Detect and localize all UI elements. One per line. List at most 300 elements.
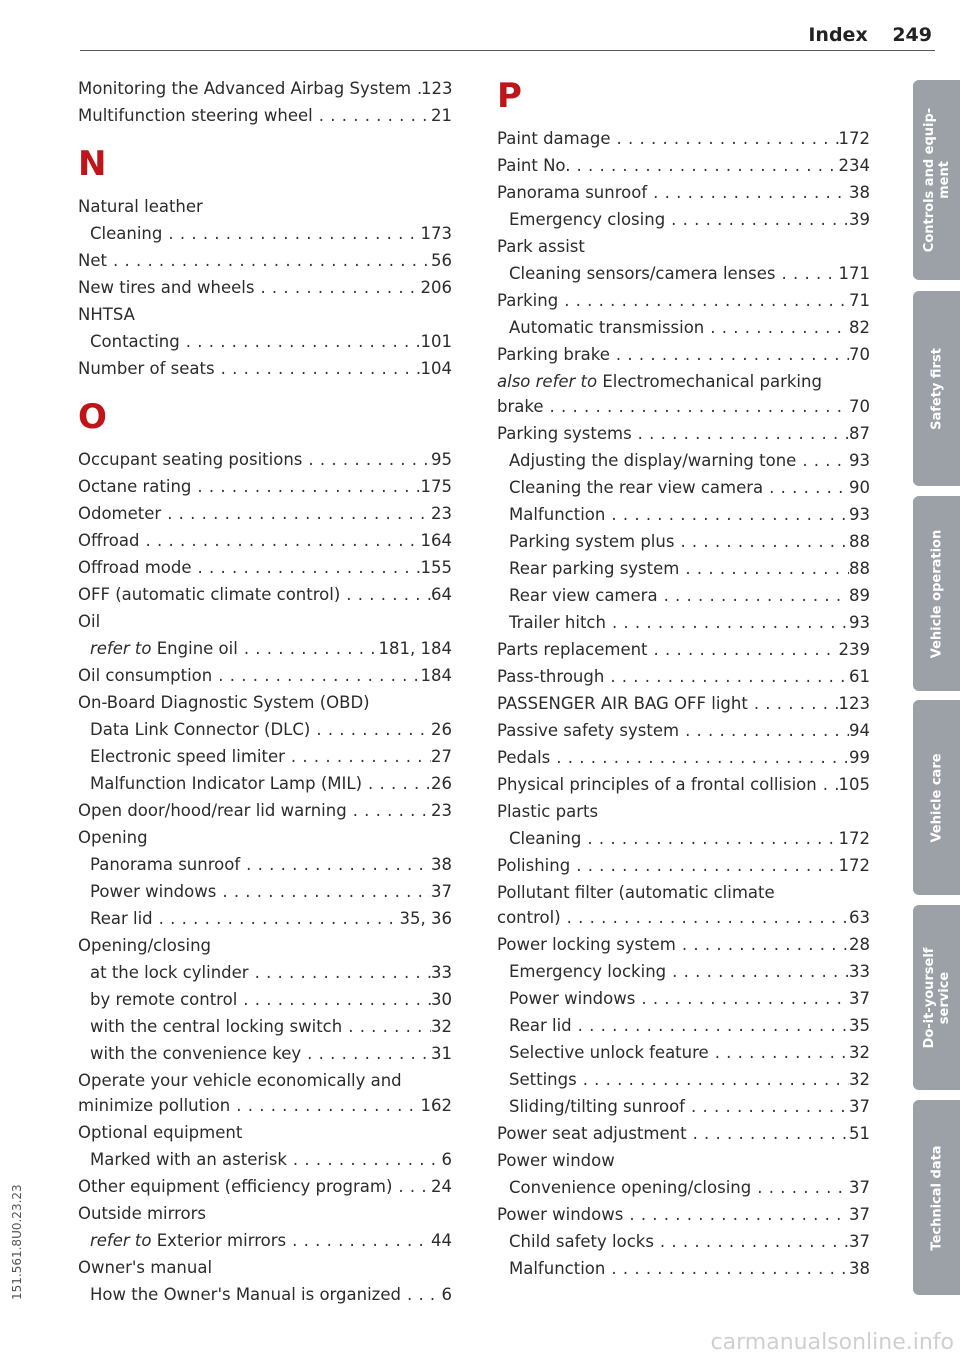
entry-text: Other equipment (efficiency program) [78, 1177, 393, 1196]
sidebar-tab-label: Safety first [929, 347, 944, 430]
entry-label [509, 826, 581, 851]
sidebar-tab-technical[interactable] [913, 1100, 960, 1295]
entry-page-number[interactable]: 171 [838, 264, 870, 283]
index-subentry[interactable] [78, 906, 452, 931]
entry-label [78, 447, 302, 472]
entry-text: Odometer [78, 504, 162, 523]
index-entry[interactable] [497, 1202, 870, 1227]
index-subentry[interactable] [497, 529, 870, 554]
index-entry[interactable] [78, 690, 452, 715]
dot-leader [392, 1174, 431, 1199]
entry-label [78, 302, 135, 327]
index-entry[interactable] [78, 447, 452, 472]
entry-page-number[interactable]: 162 [420, 1096, 452, 1115]
index-subentry[interactable] [497, 502, 870, 527]
header-rule [80, 50, 935, 51]
entry-page-number[interactable]: 181, 184 [378, 639, 452, 658]
dot-leader [342, 1014, 431, 1039]
entry-page-number[interactable]: 93 [849, 505, 870, 524]
entry-label [497, 153, 570, 178]
index-subentry[interactable] [78, 1282, 452, 1307]
index-subentry[interactable] [78, 1147, 452, 1172]
entry-page-number[interactable]: 33 [431, 963, 452, 982]
sidebar-tab-operation[interactable] [913, 496, 960, 691]
entry-page-number[interactable]: 104 [420, 359, 452, 378]
dot-leader [161, 501, 431, 526]
entry-page-number[interactable]: 30 [431, 990, 452, 1009]
entry-text: Sliding/tilting sunroof [509, 1097, 685, 1116]
dot-leader [606, 610, 849, 635]
entry-text: Rear view camera [509, 586, 658, 605]
dot-leader [665, 207, 849, 232]
entry-label [497, 853, 570, 878]
index-entry[interactable] [497, 1121, 870, 1146]
entry-page-number[interactable]: 61 [849, 667, 870, 686]
dot-leader [572, 1013, 849, 1038]
entry-page-number[interactable]: 123 [421, 79, 453, 98]
dot-leader [230, 1093, 420, 1118]
entry-page-number[interactable]: 35 [849, 1016, 870, 1035]
entry-text: Electromechanical parking [602, 372, 822, 391]
entry-page-number[interactable]: 32 [431, 1017, 452, 1036]
index-entry[interactable] [78, 501, 452, 526]
entry-page-number[interactable]: 88 [849, 532, 870, 551]
index-subentry[interactable] [78, 1041, 452, 1066]
entry-label [90, 987, 237, 1012]
entry-label [509, 986, 635, 1011]
entry-text: Convenience opening/closing [509, 1178, 752, 1197]
index-entry[interactable] [78, 663, 452, 688]
section-title: Index [808, 24, 868, 46]
entry-label [78, 103, 313, 128]
entry-text: On-Board Diagnostic System (OBD) [78, 693, 370, 712]
dot-leader [581, 826, 838, 851]
entry-label [90, 960, 249, 985]
index-subentry[interactable] [78, 1228, 452, 1253]
index-letter-heading: N [78, 144, 107, 184]
index-entry[interactable] [78, 825, 452, 850]
dot-leader [558, 288, 849, 313]
dot-leader [610, 126, 838, 151]
index-entry[interactable] [78, 528, 452, 553]
dot-leader [240, 852, 431, 877]
index-entry[interactable] [497, 718, 870, 743]
sidebar-tab-label: Vehicle operation [929, 529, 944, 658]
index-column-right [497, 76, 870, 1283]
entry-page-number[interactable]: 37 [849, 1097, 870, 1116]
entry-label [78, 501, 161, 526]
entry-label [78, 582, 340, 607]
index-subentry[interactable] [497, 207, 870, 232]
entry-text: Rear parking system [509, 559, 680, 578]
entry-page-number[interactable]: 44 [431, 1231, 452, 1250]
entry-text: brake [497, 397, 544, 416]
entry-page-number[interactable]: 87 [849, 424, 870, 443]
entry-page-number[interactable]: 32 [849, 1070, 870, 1089]
index-subentry[interactable] [497, 1175, 870, 1200]
dot-leader [676, 932, 849, 957]
cross-reference-prefix: refer to [90, 1231, 152, 1250]
entry-text: Offroad mode [78, 558, 192, 577]
entry-label [90, 1228, 286, 1253]
entry-label [509, 1229, 654, 1254]
entry-text: Power windows [90, 882, 217, 901]
dot-leader [709, 1040, 849, 1065]
entry-page-number[interactable]: 234 [838, 156, 870, 175]
index-entry[interactable] [78, 1174, 452, 1199]
entry-page-number[interactable]: 56 [431, 251, 452, 270]
index-entry[interactable] [497, 421, 870, 446]
index-entry[interactable] [497, 905, 870, 930]
entry-text: with the central locking switch [90, 1017, 343, 1036]
index-subentry[interactable] [78, 960, 452, 985]
index-entry[interactable] [497, 637, 870, 662]
index-subentry[interactable] [78, 636, 452, 661]
index-entry[interactable] [497, 180, 870, 205]
index-subentry[interactable] [78, 221, 452, 246]
index-entry[interactable] [78, 1255, 452, 1280]
entry-label [497, 1202, 623, 1227]
entry-text: Monitoring the Advanced Airbag System [78, 79, 412, 98]
index-subentry[interactable] [78, 879, 452, 904]
index-entry[interactable] [78, 194, 452, 219]
index-subentry[interactable] [78, 852, 452, 877]
index-entry[interactable] [78, 1201, 452, 1226]
entry-page-number[interactable]: 99 [849, 748, 870, 767]
index-subentry[interactable] [497, 959, 870, 984]
entry-label [497, 691, 748, 716]
index-entry[interactable] [497, 153, 870, 178]
entry-text: Emergency closing [509, 210, 666, 229]
entry-label [497, 772, 817, 797]
index-entry[interactable] [497, 1148, 870, 1173]
dot-leader [658, 583, 849, 608]
dot-leader [704, 315, 849, 340]
entry-page-number[interactable]: 37 [849, 1205, 870, 1224]
entry-text: Parking brake [497, 345, 610, 364]
entry-text: at the lock cylinder [90, 963, 249, 982]
entry-label [90, 1014, 342, 1039]
entry-page-number[interactable]: 38 [849, 1259, 870, 1278]
entry-text: Settings [509, 1070, 577, 1089]
index-entry[interactable] [78, 1093, 452, 1118]
entry-text: Contacting [90, 332, 180, 351]
entry-page-number[interactable]: 21 [431, 106, 452, 125]
index-entry[interactable] [78, 582, 452, 607]
entry-label [90, 879, 216, 904]
entry-label [509, 448, 796, 473]
dot-leader [401, 1282, 442, 1307]
entry-text: How the Owner's Manual is organized [90, 1285, 401, 1304]
entry-text: Selective unlock feature [509, 1043, 709, 1062]
index-entry[interactable] [497, 799, 870, 824]
entry-label [90, 852, 240, 877]
entry-text: Cleaning the rear view camera [509, 478, 764, 497]
page-number: 249 [892, 24, 932, 46]
entry-page-number[interactable]: 27 [431, 747, 452, 766]
entry-label [509, 1013, 572, 1038]
entry-text: Trailer hitch [509, 613, 606, 632]
entry-text: Physical principles of a frontal collision [497, 775, 817, 794]
entry-page-number[interactable]: 23 [431, 504, 452, 523]
index-subentry[interactable] [497, 315, 870, 340]
entry-page-number[interactable]: 184 [420, 666, 452, 685]
index-entry[interactable] [78, 933, 452, 958]
entry-page-number[interactable]: 175 [420, 477, 452, 496]
index-subentry[interactable] [497, 1256, 870, 1281]
sidebar-tab-diy[interactable] [913, 905, 960, 1090]
entry-page-number[interactable]: 35, 36 [399, 909, 452, 928]
entry-page-number[interactable]: 33 [849, 962, 870, 981]
entry-text: Natural leather [78, 197, 203, 216]
entry-page-number[interactable]: 63 [849, 908, 870, 927]
entry-text: Octane rating [78, 477, 192, 496]
entry-page-number[interactable]: 6 [441, 1150, 452, 1169]
dot-leader [763, 475, 849, 500]
entry-page-number[interactable]: 24 [431, 1177, 452, 1196]
index-entry[interactable] [497, 932, 870, 957]
index-entry[interactable] [497, 772, 870, 797]
entry-page-number[interactable]: 206 [420, 278, 452, 297]
entry-page-number[interactable]: 155 [420, 558, 452, 577]
entry-label [78, 1120, 242, 1145]
index-subentry[interactable] [78, 1014, 452, 1039]
index-entry[interactable] [497, 394, 870, 419]
dot-leader [604, 664, 849, 689]
entry-text: NHTSA [78, 305, 135, 324]
entry-page-number[interactable]: 239 [838, 640, 870, 659]
index-entry[interactable] [78, 798, 452, 823]
index-subentry[interactable] [497, 1229, 870, 1254]
entry-text: Outside mirrors [78, 1204, 207, 1223]
entry-page-number[interactable]: 88 [849, 559, 870, 578]
entry-text: Occupant seating positions [78, 450, 303, 469]
index-entry[interactable] [497, 691, 870, 716]
dot-leader [632, 421, 849, 446]
index-subentry[interactable] [497, 1094, 870, 1119]
index-entry[interactable] [497, 288, 870, 313]
index-subentry[interactable] [497, 1067, 870, 1092]
entry-page-number[interactable]: 89 [849, 586, 870, 605]
dot-leader [570, 853, 838, 878]
entry-page-number[interactable]: 70 [849, 345, 870, 364]
entry-text: Emergency locking [509, 962, 667, 981]
dot-leader [285, 744, 431, 769]
index-entry[interactable] [497, 853, 870, 878]
entry-text: OFF (automatic climate control) [78, 585, 341, 604]
entry-text: Automatic transmission [509, 318, 705, 337]
dot-leader [751, 1175, 849, 1200]
entry-text: Panorama sunroof [90, 855, 241, 874]
entry-page-number[interactable]: 93 [849, 613, 870, 632]
entry-label [509, 261, 776, 286]
index-entry[interactable] [78, 474, 452, 499]
index-entry[interactable] [78, 1068, 452, 1093]
entry-text: Panorama sunroof [497, 183, 648, 202]
entry-text: Passive safety system [497, 721, 680, 740]
entry-label [497, 1148, 615, 1173]
dot-leader [162, 221, 420, 246]
entry-page-number[interactable]: 37 [431, 882, 452, 901]
index-subentry[interactable] [497, 1040, 870, 1065]
entry-text: Park assist [497, 237, 585, 256]
sidebar-tab-controls[interactable] [913, 80, 960, 280]
entry-page-number[interactable]: 90 [849, 478, 870, 497]
entry-page-number[interactable]: 172 [838, 829, 870, 848]
sidebar-tab-safety[interactable] [913, 291, 960, 486]
sidebar-tab-label: Do-it-yourself service [921, 947, 952, 1048]
entry-text: Opening/closing [78, 936, 212, 955]
index-entry[interactable] [497, 745, 870, 770]
index-entry[interactable] [497, 234, 870, 259]
index-entry[interactable] [497, 126, 870, 151]
entry-page-number[interactable]: 37 [849, 1178, 870, 1197]
entry-text: Malfunction [509, 505, 606, 524]
dot-leader [216, 879, 431, 904]
index-subentry[interactable] [497, 1013, 870, 1038]
entry-page-number[interactable]: 164 [420, 531, 452, 550]
entry-text: with the convenience key [90, 1044, 302, 1063]
sidebar-tab-care[interactable] [913, 700, 960, 895]
entry-label [509, 959, 666, 984]
entry-page-number[interactable]: 26 [431, 774, 452, 793]
entry-page-number[interactable]: 95 [431, 450, 452, 469]
index-subentry[interactable] [497, 583, 870, 608]
sidebar-tab-label: Technical data [929, 1144, 944, 1251]
entry-page-number[interactable]: 23 [431, 801, 452, 820]
entry-label [497, 180, 647, 205]
index-subentry[interactable] [78, 717, 452, 742]
entry-text: Parking [497, 291, 559, 310]
entry-label [497, 288, 558, 313]
entry-text: Plastic parts [497, 802, 599, 821]
entry-page-number[interactable]: 71 [849, 291, 870, 310]
index-entry[interactable] [78, 76, 452, 101]
entry-page-number[interactable]: 38 [849, 183, 870, 202]
dot-leader [654, 1229, 849, 1254]
entry-label [90, 636, 238, 661]
entry-text: Child safety locks [509, 1232, 654, 1251]
dot-leader [215, 356, 421, 381]
index-subentry[interactable] [497, 556, 870, 581]
entry-text: Parking system plus [509, 532, 675, 551]
dot-leader [796, 448, 849, 473]
index-entry[interactable] [78, 1120, 452, 1145]
entry-label [78, 248, 107, 273]
entry-label [509, 1094, 685, 1119]
dot-leader [286, 1228, 431, 1253]
entry-label [78, 798, 347, 823]
index-entry[interactable] [497, 664, 870, 689]
index-entry[interactable] [78, 555, 452, 580]
index-subentry[interactable] [497, 261, 870, 286]
index-subentry[interactable] [78, 987, 452, 1012]
entry-page-number[interactable]: 31 [431, 1044, 452, 1063]
index-subentry[interactable] [497, 448, 870, 473]
entry-page-number[interactable]: 172 [838, 856, 870, 875]
index-subentry[interactable] [497, 610, 870, 635]
entry-page-number[interactable]: 123 [838, 694, 870, 713]
index-subentry[interactable] [78, 771, 452, 796]
index-subentry[interactable] [497, 475, 870, 500]
entry-text: Open door/hood/rear lid warning [78, 801, 347, 820]
entry-page-number[interactable]: 28 [849, 935, 870, 954]
entry-page-number[interactable]: 93 [849, 451, 870, 470]
entry-label [78, 609, 100, 634]
index-entry[interactable] [78, 103, 452, 128]
entry-label [509, 207, 665, 232]
index-entry[interactable] [78, 609, 452, 634]
index-entry[interactable] [497, 880, 870, 905]
entry-text: Optional equipment [78, 1123, 243, 1142]
sidebar-tab-label: Vehicle care [929, 752, 944, 843]
entry-text: Pass-through [497, 667, 605, 686]
index-entry[interactable] [78, 275, 452, 300]
entry-label [497, 718, 679, 743]
index-subentry[interactable] [497, 986, 870, 1011]
entry-page-number[interactable]: 26 [431, 720, 452, 739]
entry-page-number[interactable]: 38 [431, 855, 452, 874]
dot-leader [107, 248, 431, 273]
index-subentry[interactable] [78, 329, 452, 354]
entry-label [78, 555, 192, 580]
entry-page-number[interactable]: 32 [849, 1043, 870, 1062]
dot-leader [191, 474, 420, 499]
index-entry[interactable] [497, 369, 870, 394]
entry-text: Paint No. [497, 156, 571, 175]
entry-page-number[interactable]: 94 [849, 721, 870, 740]
entry-label [78, 275, 254, 300]
dot-leader [362, 771, 431, 796]
entry-text: Cleaning [90, 224, 163, 243]
entry-label [497, 637, 648, 662]
index-subentry[interactable] [78, 744, 452, 769]
entry-page-number[interactable]: 6 [441, 1285, 452, 1304]
entry-text: control) [497, 908, 561, 927]
entry-page-number[interactable]: 101 [420, 332, 452, 351]
dot-leader [139, 528, 420, 553]
entry-page-number[interactable]: 37 [849, 989, 870, 1008]
index-subentry[interactable] [497, 826, 870, 851]
margin-code: 151.561.8U0.23.23 [10, 1184, 24, 1300]
dot-leader [817, 772, 839, 797]
entry-page-number[interactable]: 64 [431, 585, 452, 604]
entry-page-number[interactable]: 39 [849, 210, 870, 229]
index-letter-heading: O [78, 397, 107, 437]
entry-page-number[interactable]: 37 [849, 1232, 870, 1251]
entry-page-number[interactable]: 172 [838, 129, 870, 148]
entry-label [497, 905, 561, 930]
index-entry[interactable] [78, 248, 452, 273]
entry-text: Owner's manual [78, 1258, 213, 1277]
entry-page-number[interactable]: 70 [849, 397, 870, 416]
entry-label [509, 1256, 605, 1281]
entry-text: Oil consumption [78, 666, 213, 685]
entry-label [497, 394, 544, 419]
index-letter-heading: P [497, 76, 522, 116]
dot-leader [301, 1041, 431, 1066]
index-entry[interactable] [78, 356, 452, 381]
entry-text: Exterior mirrors [156, 1231, 287, 1250]
index-entry[interactable] [497, 342, 870, 367]
entry-page-number[interactable]: 82 [849, 318, 870, 337]
entry-page-number[interactable]: 51 [849, 1124, 870, 1143]
index-entry[interactable] [78, 302, 452, 327]
entry-label [78, 474, 191, 499]
entry-page-number[interactable]: 173 [420, 224, 452, 243]
entry-text: Electronic speed limiter [90, 747, 285, 766]
entry-page-number[interactable]: 105 [838, 775, 870, 794]
